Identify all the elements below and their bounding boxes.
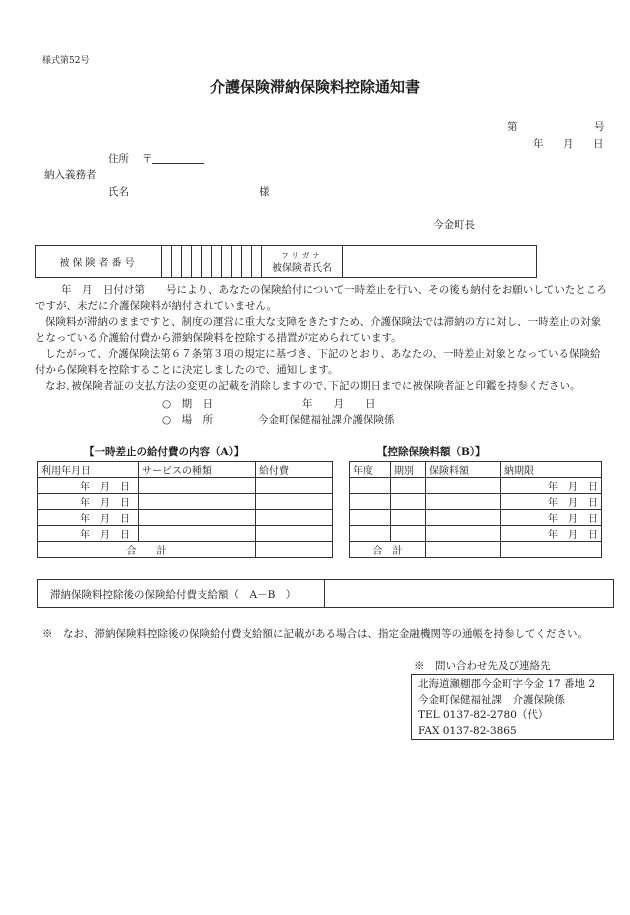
table-a-date: 年 月 日 bbox=[38, 526, 139, 542]
table-cell bbox=[256, 542, 333, 558]
digit-cell bbox=[232, 246, 242, 278]
table-cell bbox=[350, 494, 391, 510]
ref-nen: 年 bbox=[533, 138, 544, 150]
payment-box bbox=[37, 579, 614, 608]
body-paragraph: 保険料が滞納のままですと、制度の運営に重大な支障をきたすため、介護保険法では滞納の方に対し、一時差止の対象となっている介護給付費から滞納保険料を控除する措置が定められています。 bbox=[35, 316, 602, 344]
table-b-total: 合 計 bbox=[350, 542, 426, 558]
payment-divider bbox=[324, 580, 325, 607]
insured-number-label: 被保険者番号 bbox=[36, 246, 162, 278]
table-b-date: 年 月 日 bbox=[501, 478, 602, 494]
table-cell bbox=[391, 478, 426, 494]
table-cell bbox=[350, 526, 391, 542]
table-a-date: 年 月 日 bbox=[38, 478, 139, 494]
table-cell bbox=[139, 478, 256, 494]
table-cell bbox=[426, 494, 501, 510]
contact-heading: ※ 問い合わせ先及び連絡先 bbox=[414, 660, 551, 672]
digit-cell bbox=[192, 246, 202, 278]
table-cell bbox=[350, 510, 391, 526]
issuer: 今金町長 bbox=[433, 219, 475, 231]
table-row bbox=[350, 542, 602, 558]
postal-mark: 〒 bbox=[142, 153, 153, 165]
table-cell bbox=[139, 526, 256, 542]
table-cell bbox=[350, 478, 391, 494]
digit-cell bbox=[242, 246, 252, 278]
date-label: ○ 期 日 bbox=[162, 398, 214, 410]
body-paragraph: 年 月 日付け第 号により、あなたの保険給付について一時差止を行い、その後も納付をお願いしていたところですが、未だに介護保険料が納付されていません。 bbox=[35, 284, 607, 312]
contact-box bbox=[411, 674, 614, 740]
ref-dai: 第 bbox=[507, 121, 518, 133]
form-number: 様式第52号 bbox=[42, 56, 90, 66]
furigana-name-cell bbox=[262, 246, 343, 278]
insured-name-label: 被保険者氏名 bbox=[272, 262, 332, 274]
table-a-heading: 【一時差止の給付費の内容（A）】 bbox=[84, 446, 245, 458]
table-a-header: 給付費 bbox=[256, 462, 333, 478]
name-label: 氏名 bbox=[108, 186, 129, 198]
table-cell bbox=[426, 526, 501, 542]
body-paragraph: なお､被保険者証の支払方法の変更の記載を消除しますので､下記の期日までに被保険者証と印鑑を持参ください。 bbox=[45, 380, 581, 392]
table-cell bbox=[139, 510, 256, 526]
recipient-role: 納入義務者 bbox=[44, 169, 97, 181]
contact-line: TEL 0137-82-2780（代） bbox=[418, 709, 549, 721]
table-cell bbox=[391, 494, 426, 510]
table-a-header: 利用年月日 bbox=[38, 462, 139, 478]
table-row bbox=[38, 542, 333, 558]
ref-go: 号 bbox=[594, 121, 605, 133]
digit-cell bbox=[172, 246, 182, 278]
table-b-date: 年 月 日 bbox=[501, 494, 602, 510]
table-cell bbox=[426, 542, 501, 558]
table-row bbox=[350, 478, 602, 494]
table-b-header: 納期限 bbox=[501, 462, 602, 478]
contact-line: 北海道瀬棚郡今金町字今金 17 番地 2 bbox=[418, 678, 596, 690]
place-value: 今金町保健福祉課介護保険係 bbox=[258, 414, 395, 426]
postal-code-line bbox=[152, 163, 204, 164]
table-b-header: 年度 bbox=[350, 462, 391, 478]
table-b-date: 年 月 日 bbox=[501, 526, 602, 542]
digit-cell bbox=[212, 246, 222, 278]
table-a-header: サービスの種類 bbox=[139, 462, 256, 478]
table-cell bbox=[501, 542, 602, 558]
digit-cell bbox=[162, 246, 172, 278]
address-label: 住所 bbox=[108, 153, 129, 165]
table-cell bbox=[426, 478, 501, 494]
contact-line: 今金町保健福祉課 介護保険係 bbox=[418, 693, 565, 706]
ref-gatsu: 月 bbox=[563, 138, 574, 150]
table-b-header: 保険料額 bbox=[426, 462, 501, 478]
payment-label: 滞納保険料控除後の保険給付費支給額（ A－B ） bbox=[50, 589, 297, 601]
place-label: ○ 場 所 bbox=[162, 414, 214, 426]
table-b-header: 期別 bbox=[391, 462, 426, 478]
body-text bbox=[35, 282, 607, 394]
table-cell bbox=[256, 478, 333, 494]
table-cell bbox=[256, 526, 333, 542]
document-title: 介護保険滞納保険料控除通知書 bbox=[209, 78, 420, 96]
table-row bbox=[350, 510, 602, 526]
table-a bbox=[37, 461, 333, 558]
sama-label: 様 bbox=[259, 186, 270, 198]
ref-nichi: 日 bbox=[593, 138, 604, 150]
digit-cell bbox=[202, 246, 212, 278]
contact-line: FAX 0137-82-3865 bbox=[418, 724, 517, 737]
table-a-date: 年 月 日 bbox=[38, 510, 139, 526]
table-cell bbox=[391, 510, 426, 526]
digit-cell bbox=[222, 246, 232, 278]
table-cell bbox=[256, 510, 333, 526]
table-row bbox=[350, 526, 602, 542]
table-b-heading: 【控除保険料額（B）】 bbox=[377, 446, 486, 458]
digit-cell bbox=[182, 246, 192, 278]
insured-table bbox=[35, 245, 537, 278]
table-cell bbox=[426, 510, 501, 526]
insured-name-value bbox=[343, 246, 537, 278]
table-row bbox=[38, 478, 333, 494]
table-row bbox=[38, 510, 333, 526]
table-cell bbox=[391, 526, 426, 542]
digit-cell bbox=[252, 246, 262, 278]
table-cell bbox=[139, 494, 256, 510]
table-row bbox=[350, 494, 602, 510]
body-paragraph: したがって、介護保険法第６７条第３項の規定に基づき、下記のとおり、あなたの、一時差止対象となっている保険給付から保険料を控除することに決定しましたので、通知します。 bbox=[35, 348, 601, 376]
table-a-total: 合 計 bbox=[38, 542, 256, 558]
table-row bbox=[38, 526, 333, 542]
table-a-date: 年 月 日 bbox=[38, 494, 139, 510]
furigana-label: フリガナ bbox=[281, 250, 323, 260]
table-cell bbox=[256, 494, 333, 510]
table-b-date: 年 月 日 bbox=[501, 510, 602, 526]
footnote: ※ なお、滞納保険料控除後の保険給付費支給額に記載がある場合は、指定金融機関等の通帳を持参してください。 bbox=[42, 628, 588, 640]
table-b bbox=[349, 461, 602, 558]
date-value: 年 月 日 bbox=[302, 398, 376, 410]
table-row bbox=[38, 494, 333, 510]
